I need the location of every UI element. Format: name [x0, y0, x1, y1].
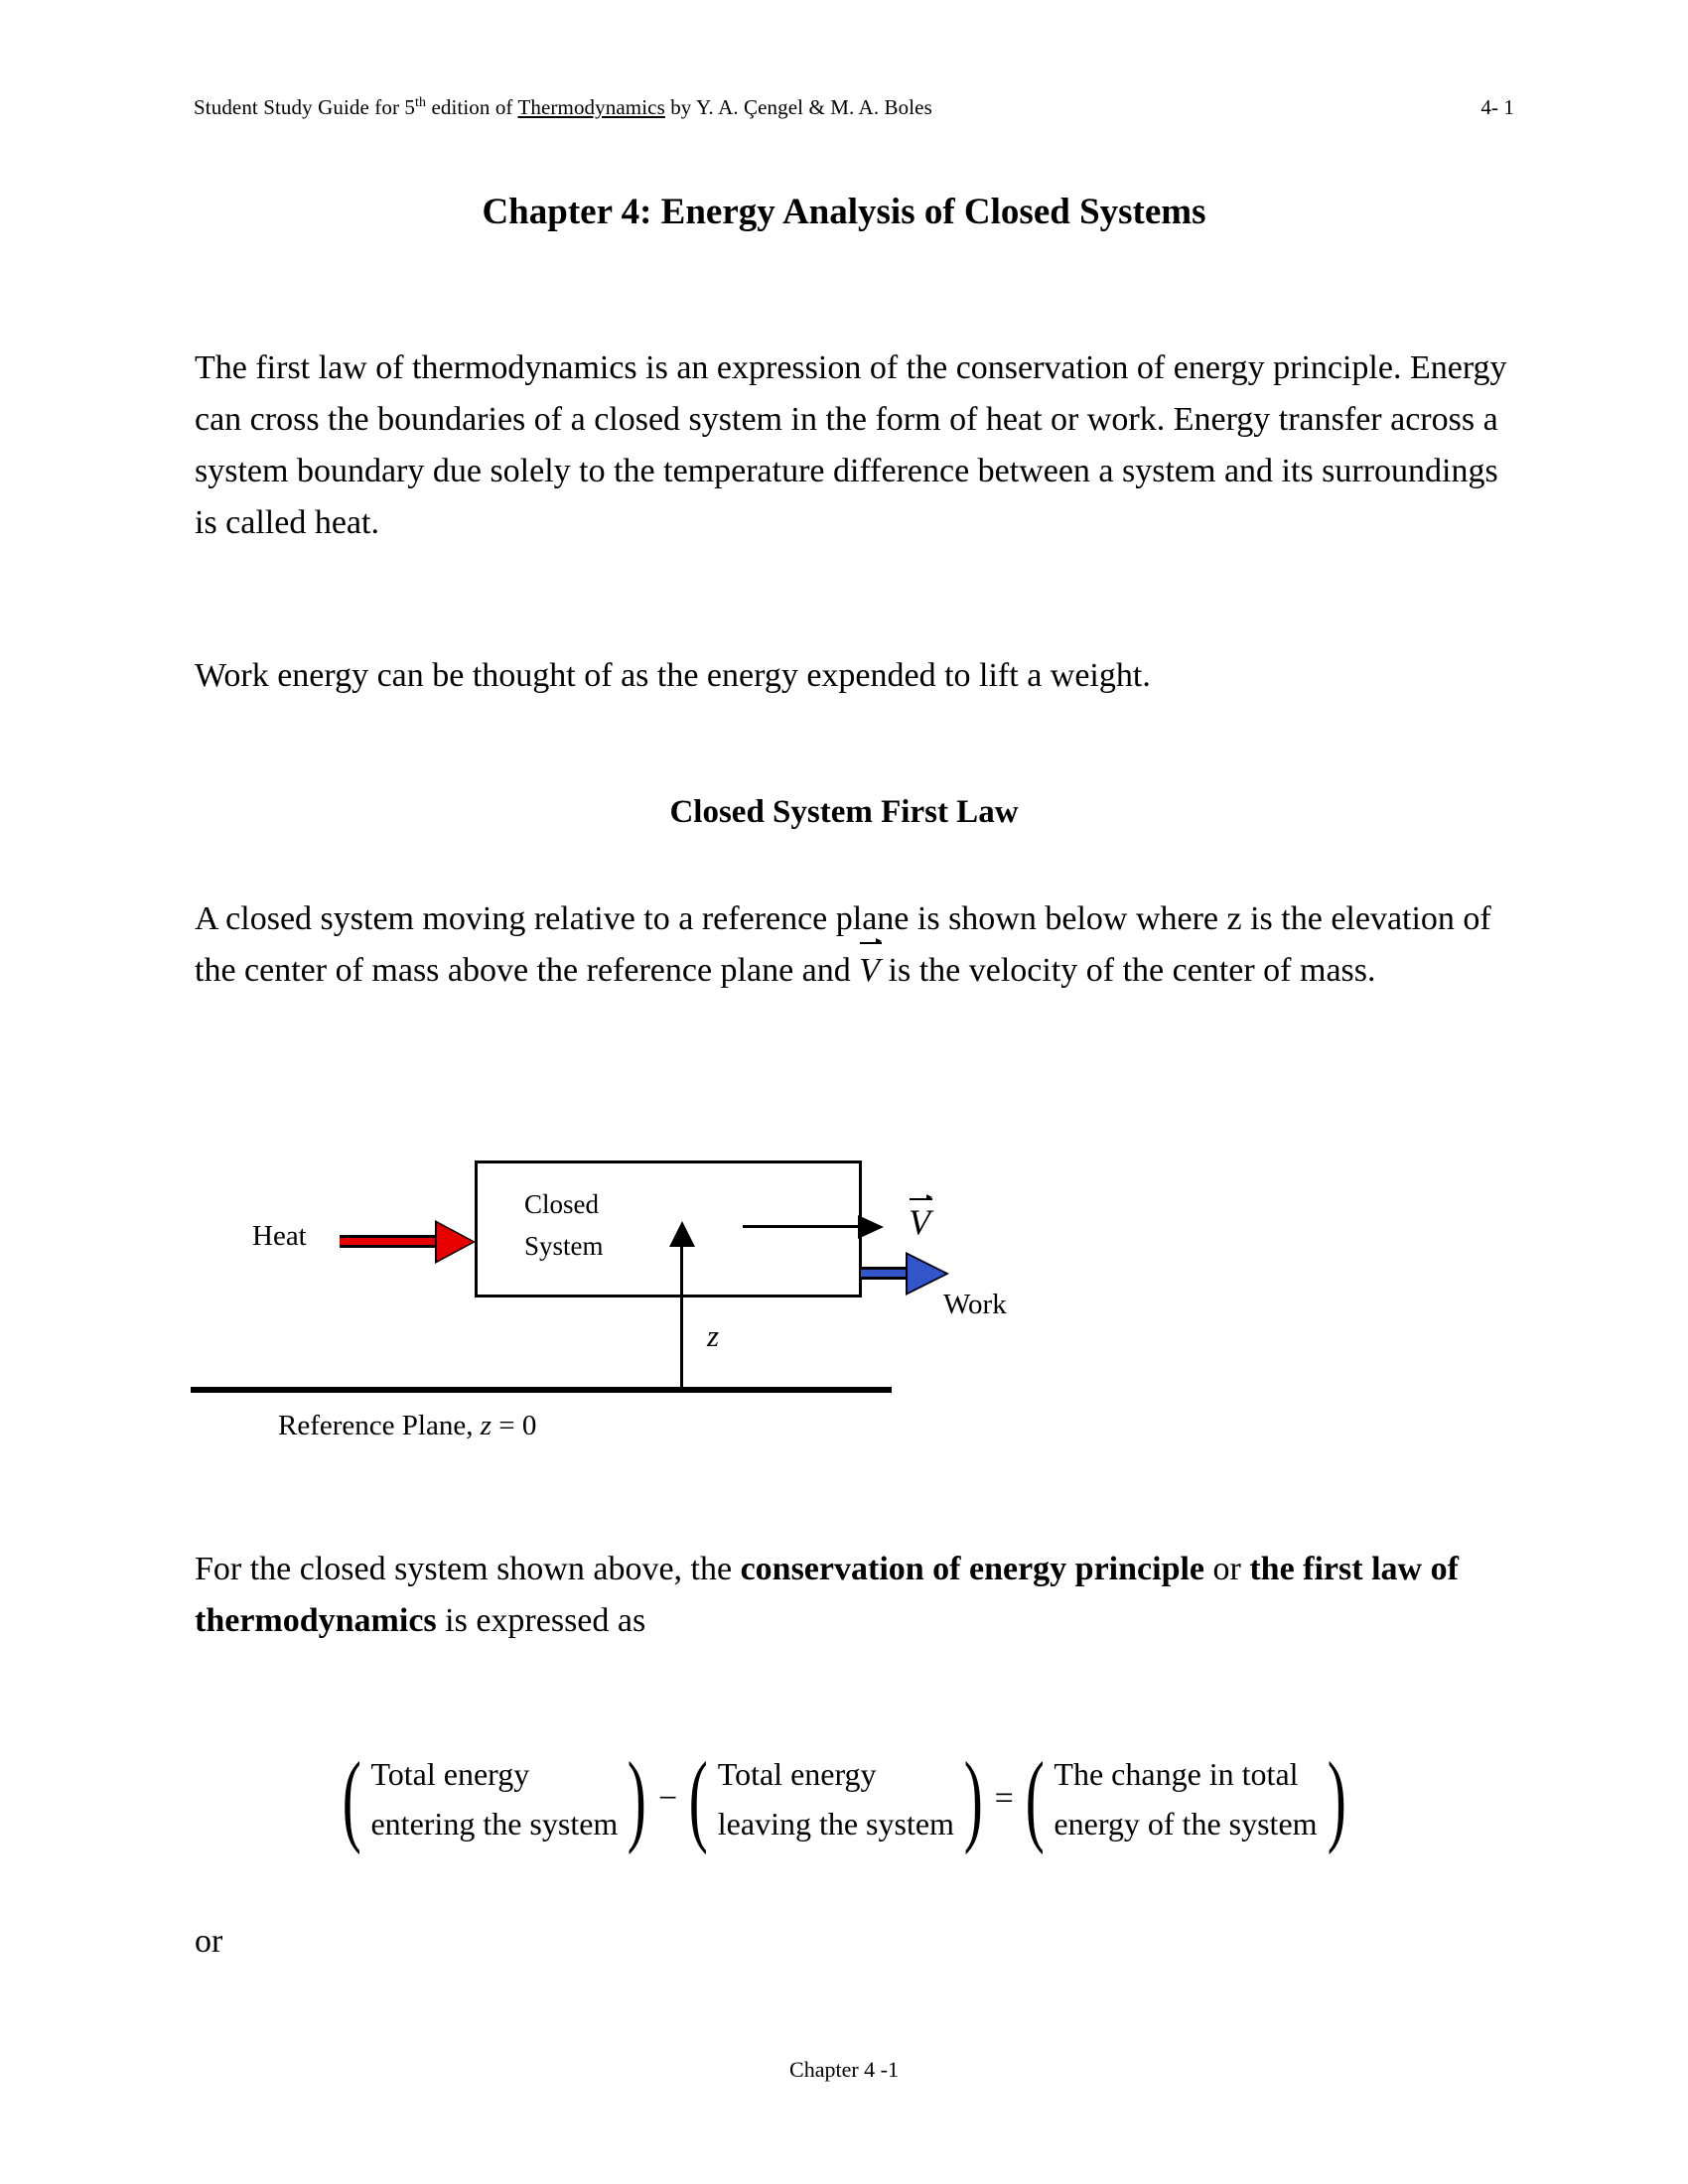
work-arrow-head-icon: [908, 1255, 945, 1293]
equation-term-1-line2: entering the system: [370, 1806, 619, 1842]
page-title: Chapter 4: Energy Analysis of Closed Systems: [482, 192, 1206, 232]
page-number: 4- 1: [1480, 95, 1514, 119]
first-law-bold-conservation: conservation of energy principle: [740, 1551, 1205, 1587]
closed-system-desc-part1: A closed system moving relative to a reference plane is shown below where z is the elevation of the center of mass above the reference plane and: [195, 900, 1491, 989]
section-heading-closed-system-first-law: Closed System First Law: [669, 794, 1019, 830]
paren-close-3: ): [1327, 1741, 1346, 1856]
paren-close-1: ): [628, 1741, 647, 1856]
first-law-bold-first-law: the first law of thermodynamics: [195, 1551, 1459, 1639]
equation-term-3-line2: energy of the system: [1054, 1806, 1318, 1842]
paragraph-work-energy: Work energy can be thought of as the energy expended to lift a weight.: [195, 657, 1151, 694]
equation-term-2-text: [716, 1749, 956, 1848]
running-header: [194, 95, 1514, 120]
heat-arrow-head-icon: [437, 1223, 473, 1261]
velocity-vector-glyph: V: [909, 1202, 930, 1242]
elevation-label: z: [707, 1318, 720, 1353]
equation-term-2-line2: leaving the system: [717, 1806, 954, 1842]
heat-label: Heat: [252, 1220, 307, 1252]
paragraph-or: or: [195, 1923, 223, 1960]
equation-term-3-text: [1052, 1749, 1319, 1848]
equation-term-3-line1: The change in total: [1054, 1756, 1299, 1792]
paren-open-1: (: [342, 1741, 361, 1856]
reference-plane-label-prefix: Reference Plane,: [278, 1410, 481, 1441]
paren-close-2: ): [963, 1741, 983, 1856]
paragraph-intro: The first law of thermodynamics is an expression of the conservation of energy principle. Energy can cross the boundaries of a closed system in the form of heat or work. Energy transfer across a system boundary due solely to the temperature difference between a system and its surroundings is called heat.: [195, 349, 1507, 541]
system-label-line1: Closed: [524, 1189, 600, 1219]
elevation-arrow-shaft: [680, 1237, 683, 1389]
closed-system-diagram: [248, 1122, 1172, 1459]
velocity-arrow-shaft: [743, 1225, 862, 1228]
equation-operator-minus: −: [657, 1780, 678, 1817]
equation-term-1-text: [368, 1749, 620, 1848]
page-footer: Chapter 4 -1: [789, 2057, 899, 2082]
heat-arrow-shaft: [340, 1235, 443, 1248]
header-text-after: by Y. A. Çengel & M. A. Boles: [664, 95, 932, 119]
equation-operator-equals: =: [994, 1780, 1014, 1817]
system-label: [524, 1183, 604, 1267]
paren-open-3: (: [1025, 1741, 1045, 1856]
header-superscript: th: [415, 95, 427, 110]
header-text-before: Student Study Guide for 5: [194, 95, 415, 119]
first-law-part1: For the closed system shown above, the: [195, 1551, 741, 1587]
reference-plane-label-suffix: = 0: [492, 1410, 537, 1441]
velocity-vector-symbol: V: [859, 945, 880, 997]
system-label-line2: System: [524, 1231, 604, 1261]
equation-term-1-line1: Total energy: [370, 1756, 530, 1792]
header-book-title: Thermodynamics: [517, 95, 665, 119]
velocity-arrow-head-icon: [858, 1215, 884, 1239]
velocity-label: [909, 1201, 930, 1243]
equation-term-2-line1: Total energy: [717, 1756, 877, 1792]
equation-term-1: [335, 1741, 654, 1856]
closed-system-desc-part2: is the velocity of the center of mass.: [880, 952, 1376, 989]
first-law-part2: or: [1204, 1551, 1250, 1587]
energy-balance-equation: [0, 1741, 1688, 1856]
equation-term-3: [1018, 1741, 1353, 1856]
reference-plane-line: [191, 1387, 892, 1393]
equation-term-2: [681, 1741, 990, 1856]
paragraph-closed-system-description: [195, 893, 1515, 997]
first-law-part3: is expressed as: [436, 1602, 646, 1639]
reference-plane-label: [278, 1410, 536, 1442]
work-label: Work: [943, 1289, 1007, 1320]
header-text-mid: edition of: [426, 95, 518, 119]
reference-plane-label-var: z: [480, 1410, 492, 1441]
paren-open-2: (: [688, 1741, 708, 1856]
paragraph-first-law: [195, 1544, 1515, 1647]
